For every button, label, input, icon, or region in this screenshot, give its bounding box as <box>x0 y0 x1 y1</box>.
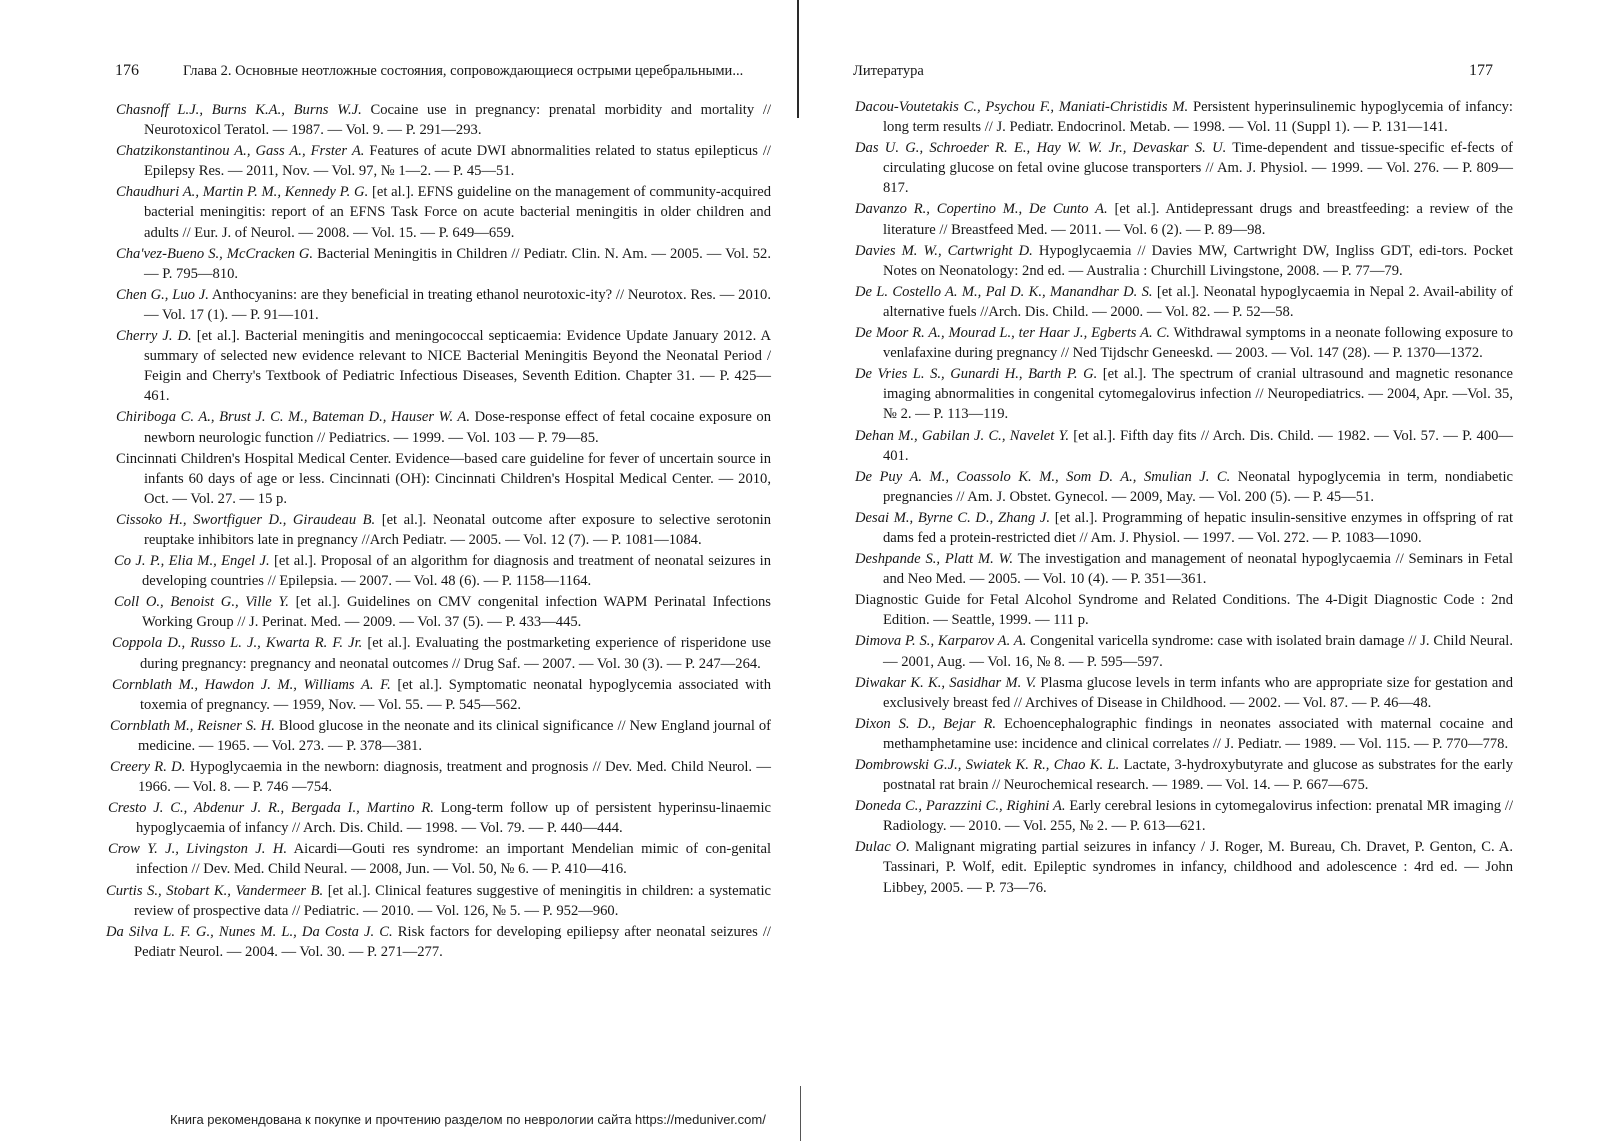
reference-authors: Dacou-Voutetakis C., Psychou F., Maniati-Christidis M. <box>855 99 1189 115</box>
right-page <box>800 0 1600 1141</box>
reference-authors: De Puy A. M., Coassolo K. M., Som D. A., Smulian J. C. <box>855 468 1231 485</box>
reference-text: Anthocyanins: are they beneficial in treating ethanol neurotoxic-ity? // Neurotox. Res. — 2010. — Vol. 17 (1). — P. 91—101. <box>144 286 771 323</box>
reference-authors: De Vries L. S., Gunardi H., Barth P. G. <box>855 366 1098 383</box>
reference-authors: Cornblath M., Reisner S. H. <box>110 717 275 734</box>
reference-authors: Cresto J. C., Abdenur J. R., Bergada I., Martino R. <box>108 800 434 817</box>
reference-text: [et al.]. Neonatal outcome after exposure to selective serotonin reuptake inhibitors late in pregnancy //Arch Pediatr. — 2005. — Vol. 12 (7). — P. 1081—1084. <box>144 511 771 548</box>
reference-text: Diagnostic Guide for Fetal Alcohol Syndrome and Related Conditions. The 4-Digit Diagnostic Code : 2nd Edition. — Seattle, 1999. — 111 p. <box>855 592 1513 629</box>
reference-text: Risk factors for developing epiliepsy after neonatal seizures // Pediatr Neurol. — 2004. — Vol. 30. — P. 271—277. <box>134 923 771 960</box>
reference-text: [et al.]. EFNS guideline on the management of community-acquired bacterial meningitis: report of an EFNS Task Force on acute bacterial meningitis in older children and adults // Eur. J. of Neurol. — 2008. — Vol. 15. — P. 649—659. <box>144 184 771 241</box>
reference-authors: Coppola D., Russo L. J., Kwarta R. F. Jr. <box>112 635 363 652</box>
reference-text: Cincinnati Children's Hospital Medical Center. Evidence—based care guideline for fever of uncertain source in infants 60 days of age or less. Cincinnati (OH): Cincinnati Children's Hospital Medical Center. — 2010, Oct. — Vol. 27. — 15 p. <box>116 450 771 507</box>
reference-item <box>116 182 771 242</box>
reference-authors: Das U. G., Schroeder R. E., Hay W. W. Jr., Devaskar S. U. <box>855 140 1227 157</box>
reference-text: [et al.]. Fifth day fits // Arch. Dis. Child. — 1982. — Vol. 57. — P. 400—401. <box>883 427 1513 464</box>
reference-authors: Cha'vez-Bueno S., McCracken G. <box>116 245 314 262</box>
reference-authors: Dimova P. S., Karparov A. A. <box>855 633 1027 650</box>
reference-item <box>855 199 1513 239</box>
reference-item <box>116 510 771 550</box>
reference-text: Blood glucose in the neonate and its clinical significance // New England journal of medicine. — 1965. — Vol. 273. — P. 378—381. <box>138 717 771 754</box>
reference-text: [et al.]. Programming of hepatic insulin-sensitive enzymes in offspring of rat dams fed a protein-restricted diet // Am. J. Physiol. — 1997. — Vol. 272. — P. 1083—1090. <box>883 509 1513 546</box>
reference-item <box>110 716 771 756</box>
reference-text: Persistent hyperinsulinemic hypoglycemia of infancy: long term results // J. Pediatr. Endocrinol. Metab. — 1998. — Vol. 11 (Suppl 1). — P. 131—141. <box>883 99 1513 136</box>
reference-authors: Dixon S. D., Bejar R. <box>855 715 997 732</box>
reference-text: Congenital varicella syndrome: case with isolated brain damage // J. Child Neural. — 2001, Aug. — Vol. 16, № 8. — P. 595—597. <box>883 633 1513 670</box>
reference-authors: Chiriboga C. A., Brust J. C. M., Bateman D., Hauser W. A. <box>116 409 470 426</box>
reference-authors: Dehan M., Gabilan J. C., Navelet Y. <box>855 427 1070 444</box>
reference-authors: Chen G., Luo J. <box>116 286 209 303</box>
reference-authors: Dombrowski G.J., Swiatek K. R., Chao K. L. <box>855 757 1120 773</box>
reference-text: [et al.]. Proposal of an algorithm for diagnosis and treatment of neonatal seizures in developing countries // Epilepsia. — 2007. — Vol. 48 (6). — P. 1158—1164. <box>142 553 771 590</box>
reference-item <box>855 755 1513 795</box>
reference-authors: Chaudhuri A., Martin P. M., Kennedy P. G. <box>116 184 369 201</box>
reference-text: [et al.]. Evaluating the postmarketing experience of risperidone use during pregnancy: pregnancy and neonatal outcomes // Drug Saf. — 2007. — Vol. 30 (3). — P. 247—264. <box>140 635 771 672</box>
reference-item <box>855 631 1513 671</box>
reference-item <box>106 881 771 921</box>
reference-authors: Cissoko H., Swortfiguer D., Giraudeau B. <box>116 511 376 528</box>
reference-text: [et al.]. Antidepressant drugs and breastfeeding: a review of the literature // Breastfeed Med. — 2011. — Vol. 6 (2). — P. 89—98. <box>883 201 1513 238</box>
reference-item <box>114 551 771 591</box>
reference-item <box>855 467 1513 507</box>
reference-item <box>116 449 771 509</box>
reference-text: [et al.]. Guidelines on CMV congenital infection WAPM Perinatal Infections Working Group // J. Perinat. Med. — 2009. — Vol. 37 (5). — P. 433—445. <box>142 594 771 631</box>
reference-item <box>855 97 1513 137</box>
section-title: Литература <box>853 63 924 79</box>
reference-authors: Diwakar K. K., Sasidhar M. V. <box>855 674 1037 691</box>
reference-text: Hypoglycaemia in the newborn: diagnosis, treatment and prognosis // Dev. Med. Child Neurol. — 1966. — Vol. 8. — P. 746 —754. <box>138 759 771 796</box>
reference-item <box>116 141 771 181</box>
reference-text: Hypoglycaemia // Davies MW, Cartwright DW, Ingliss GDT, edi-tors. Pocket Notes on Neonatology: 2nd ed. — Australia : Churchill Livingstone, 2008. — P. 77—79. <box>883 242 1513 279</box>
reference-list-right <box>855 97 1513 899</box>
reference-text: Early cerebral lesions in cytomegalovirus infection: prenatal MR imaging // Radiology. — 2010. — Vol. 255, № 2. — P. 613—621. <box>883 798 1514 835</box>
reference-authors: Creery R. D. <box>110 759 186 775</box>
reference-item <box>855 138 1513 198</box>
reference-authors: De Moor R. A., Mourad L., ter Haar J., Egberts A. C. <box>855 325 1170 342</box>
reference-item <box>855 241 1513 281</box>
reference-text: The investigation and management of neonatal hypoglycaemia // Seminars in Fetal and Neo Med. — 2005. — Vol. 10 (4). — P. 351—361. <box>883 551 1513 588</box>
reference-item <box>116 100 771 140</box>
left-page <box>0 0 795 1141</box>
reference-item <box>855 796 1513 836</box>
reference-authors: Curtis S., Stobart K., Vandermeer B. <box>106 882 324 899</box>
chapter-title: Глава 2. Основные неотложные состояния, сопровождающиеся острыми церебральными... <box>183 63 744 79</box>
reference-text: [et al.]. Clinical features suggestive of meningitis in children: a systematic review of prospective data // Pediatric. — 2010. — Vol. 126, № 5. — P. 952—960. <box>134 882 771 919</box>
reference-authors: Davies M. W., Cartwright D. <box>855 242 1033 259</box>
reference-text: Neonatal hypoglycemia in term, nondiabetic pregnancies // Am. J. Obstet. Gynecol. — 2009, May. — Vol. 200 (5). — P. 45—51. <box>883 468 1513 505</box>
reference-text: Echoencephalographic findings in neonates associated with maternal cocaine and methamphetamine use: incidence and clinical correlates // J. Pediatr. — 1989. — Vol. 115. — P. 770—778. <box>883 715 1513 752</box>
reference-item <box>855 508 1513 548</box>
reference-text: Plasma glucose levels in term infants who are appropriate size for gestation and exclusively breast fed // Archives of Disease in Childhood. — 2002. — Vol. 87. — P. 46—48. <box>883 674 1513 711</box>
reference-item <box>855 549 1513 589</box>
reference-item <box>116 244 771 284</box>
reference-authors: Desai M., Byrne C. D., Zhang J. <box>855 509 1051 526</box>
reference-item <box>855 364 1513 424</box>
reference-text: Aicardi—Gouti res syndrome: an important Mendelian mimic of con-genital infection // Dev. Med. Child Neural. — 2008, Jun. — Vol. 50, № 6. — P. 410—416. <box>136 841 771 878</box>
reference-text: [et al.]. The spectrum of cranial ultrasound and magnetic resonance imaging abnormalities in congenital cytomegalovirus infection // Neuropediatrics. — 2004, Apr. —Vol. 35, № 2. — P. 113—119. <box>883 366 1513 423</box>
reference-text: Cocaine use in pregnancy: prenatal morbidity and mortality // Neurotoxicol Teratol. — 1987. — Vol. 9. — P. 291—293. <box>144 102 771 139</box>
reference-text: Withdrawal symptoms in a neonate following exposure to venlafaxine during pregnancy // Ned Tijdschr Geneeskd. — 2003. — Vol. 147 (28). — P. 1370—1372. <box>883 325 1513 362</box>
reference-item <box>112 633 771 673</box>
reference-authors: Deshpande S., Platt M. W. <box>855 551 1014 568</box>
page-number: 177 <box>1469 62 1493 79</box>
reference-item <box>855 837 1513 897</box>
reference-authors: Da Silva L. F. G., Nunes M. L., Da Costa J. C. <box>106 923 393 940</box>
reference-authors: Crow Y. J., Livingston J. H. <box>108 841 288 858</box>
reference-item <box>855 426 1513 466</box>
reference-item <box>114 592 771 632</box>
reference-authors: Co J. P., Elia M., Engel J. <box>114 553 270 570</box>
reference-text: Lactate, 3-hydroxybutyrate and glucose as substrates for the early postnatal rat brain // Neurochemical research. — 1989. — Vol. 14. — P. 667—675. <box>883 757 1513 794</box>
reference-authors: Davanzo R., Copertino M., De Cunto A. <box>855 201 1108 218</box>
reference-item <box>112 675 771 715</box>
reference-item <box>855 673 1513 713</box>
reference-item <box>116 407 771 447</box>
book-spine-line <box>797 0 799 118</box>
reference-list-left <box>106 100 771 963</box>
reference-item <box>855 590 1513 630</box>
reference-item <box>108 798 771 838</box>
reference-item <box>855 714 1513 754</box>
reference-item <box>116 285 771 325</box>
reference-item <box>855 282 1513 322</box>
footer-note: Книга рекомендована к покупке и прочтению разделом по неврологии сайта https://meduniver.com/ <box>170 1112 766 1127</box>
reference-text: Malignant migrating partial seizures in infancy / J. Roger, M. Bureau, Ch. Dravet, P. Genton, C. A. Tassinari, P. Wolf, edit. Epileptic syndromes in infancy, childhood and adolescence : 4rd ed. — John Libbey, 2005. — P. 73—76. <box>883 839 1513 896</box>
reference-item <box>110 757 771 797</box>
reference-authors: Coll O., Benoist G., Ville Y. <box>114 594 289 611</box>
reference-item <box>116 326 771 406</box>
reference-text: Bacterial Meningitis in Children // Pediatr. Clin. N. Am. — 2005. — Vol. 52. — P. 795—810. <box>144 245 771 282</box>
reference-item <box>855 323 1513 363</box>
page-number: 176 <box>115 62 139 79</box>
reference-authors: Cherry J. D. <box>116 328 192 345</box>
reference-text: [et al.]. Symptomatic neonatal hypoglycemia associated with toxemia of pregnancy. — 1959, Nov. — Vol. 55. — P. 545—562. <box>140 676 771 713</box>
reference-text: [et al.]. Bacterial meningitis and meningococcal septicaemia: Evidence Update January 2012. A summary of selected new evidence relevant to NICE Bacterial Meningitis Beyond the Neonatal Period / Feigin and Cherry's Textbook of Pediatric Infectious Diseases, Seventh Edition. Chapter 31. — P. 425—461. <box>144 328 771 405</box>
reference-text: [et al.]. Neonatal hypoglycaemia in Nepal 2. Avail-ability of alternative fuels //Arch. Dis. Child. — 2000. — Vol. 82. — P. 52—58. <box>883 283 1513 320</box>
reference-text: Dose-response effect of fetal cocaine exposure on newborn neurologic function // Pediatrics. — 1999. — Vol. 103 — P. 79—85. <box>144 409 771 446</box>
reference-authors: Chatzikonstantinou A., Gass A., Frster A. <box>116 143 365 160</box>
reference-authors: Doneda C., Parazzini C., Righini A. <box>855 798 1066 815</box>
reference-authors: Chasnoff L.J., Burns K.A., Burns W.J. <box>116 102 362 118</box>
reference-item <box>108 839 771 879</box>
reference-text: Time-dependent and tissue-specific ef-fects of circulating glucose on fetal ovine glucose transporters // Am. J. Physiol. — 1999. — Vol. 276. — P. 809—817. <box>883 140 1513 197</box>
reference-text: Features of acute DWI abnormalities related to status epilepticus // Epilepsy Res. — 2011, Nov. — Vol. 97, № 1—2. — P. 45—51. <box>144 143 771 180</box>
reference-text: Long-term follow up of persistent hyperinsu-linaemic hypoglycaemia of infancy // Arch. Dis. Child. — 1998. — Vol. 79. — P. 440—444. <box>136 800 771 837</box>
reference-authors: De L. Costello A. M., Pal D. K., Manandhar D. S. <box>855 283 1153 300</box>
reference-authors: Dulac O. <box>855 839 910 856</box>
reference-authors: Cornblath M., Hawdon J. M., Williams A. F. <box>112 676 391 693</box>
reference-item <box>106 922 771 962</box>
